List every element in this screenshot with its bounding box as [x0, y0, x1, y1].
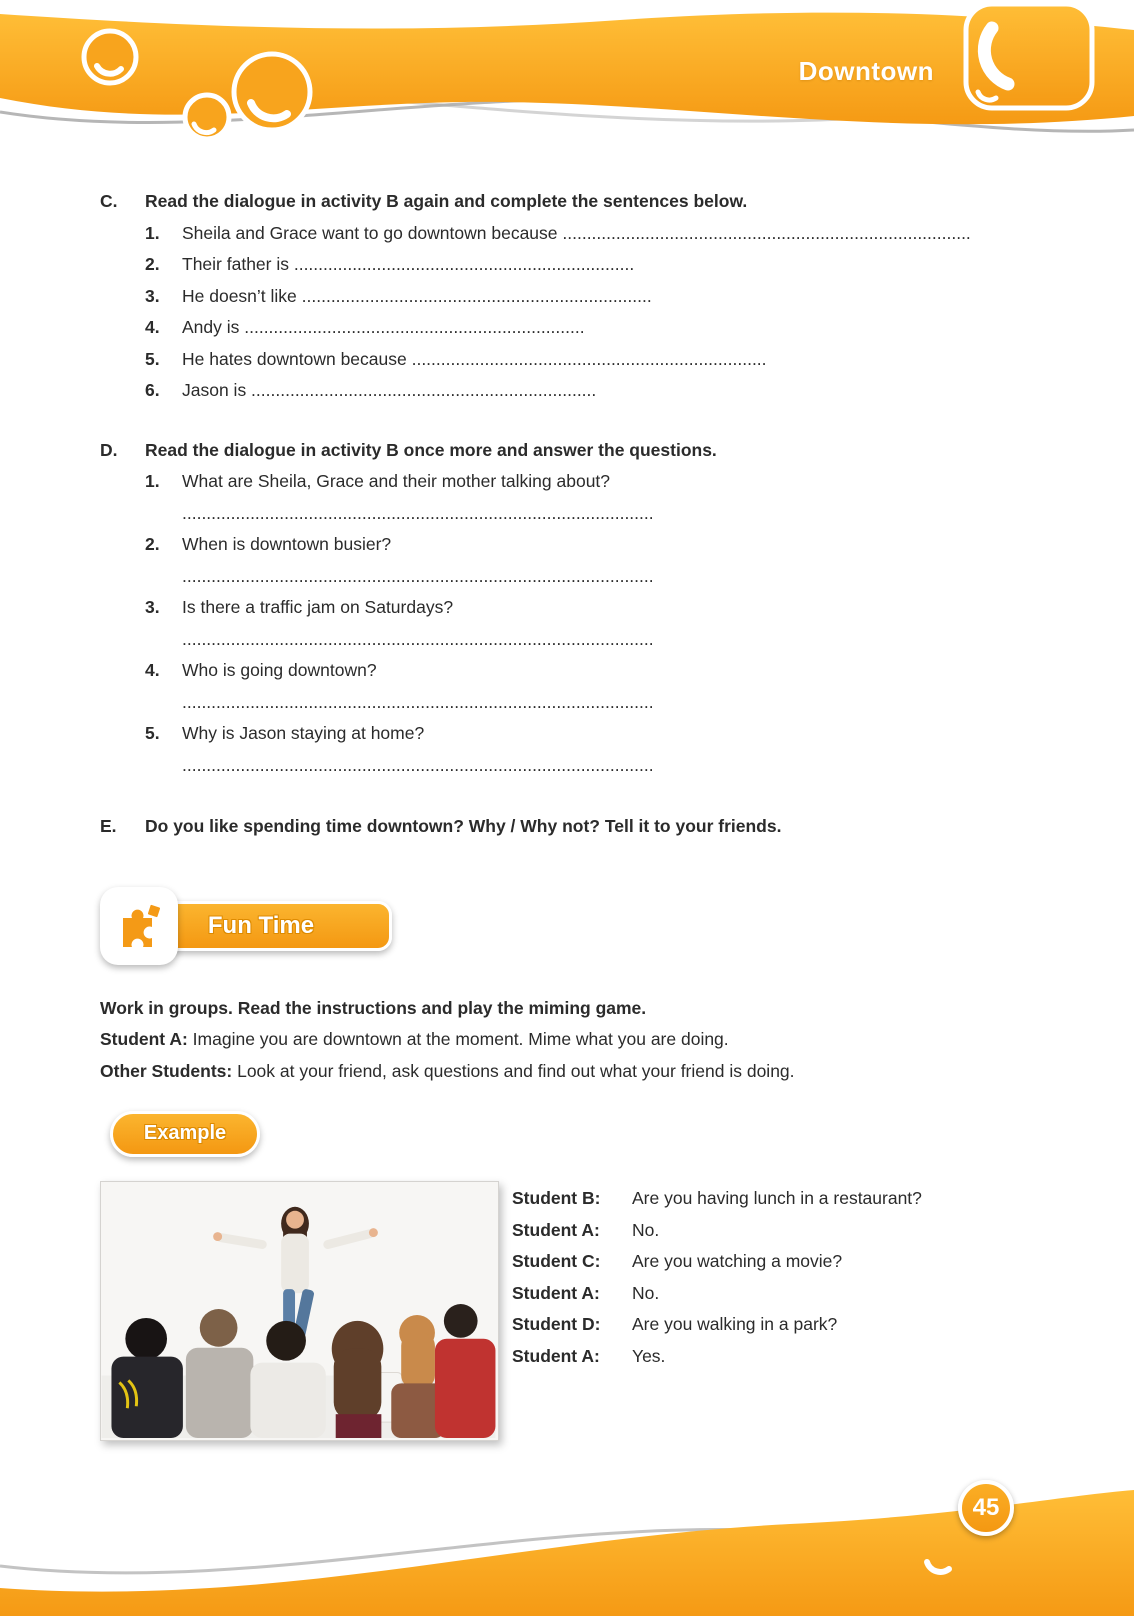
fill-in-item: [145, 344, 1040, 376]
page-number: [958, 1480, 1014, 1536]
question-text: Who is going downtown?: [182, 660, 377, 680]
example-label: Example: [143, 1122, 227, 1145]
item-number: 2.: [145, 254, 160, 274]
question-item: [145, 466, 1040, 498]
activity-letter: D.: [100, 439, 118, 460]
dialogue-text: Are you walking in a park?: [632, 1314, 838, 1334]
dialogue-line: [512, 1278, 922, 1310]
question-text: When is downtown busier?: [182, 534, 392, 554]
item-number: 2.: [145, 534, 160, 554]
example-photo: [100, 1181, 499, 1441]
item-number: 4.: [145, 317, 160, 337]
question-text: Is there a traffic jam on Saturdays?: [182, 597, 454, 617]
fun-time-badge: [100, 887, 1040, 967]
instruction-text: Imagine you are downtown at the moment. Mime what you are doing.: [187, 1029, 729, 1049]
item-number: 1.: [145, 471, 160, 491]
answer-line: .................................................................................................: [182, 691, 654, 712]
item-number: 1.: [145, 222, 160, 243]
speaker-label: Student A:: [100, 1029, 188, 1049]
activity-letter: E.: [100, 816, 117, 836]
activity-letter: C.: [100, 191, 118, 211]
miming-scene-illustration: [101, 1182, 496, 1438]
fill-in-item: [145, 281, 1040, 313]
activity-c: [100, 186, 1040, 407]
speaker-label: Student A:: [512, 1219, 600, 1240]
speaker-label: Student D:: [512, 1314, 601, 1334]
item-number: 3.: [145, 597, 160, 617]
instructions-intro: Work in groups. Read the instructions and play the miming game.: [100, 997, 647, 1018]
answer-line: .................................................................................................: [182, 754, 654, 775]
speaker-label: Student A:: [512, 1282, 600, 1303]
fill-in-item: [145, 375, 1040, 407]
item-text: Sheila and Grace want to go downtown because ....................................................................................: [182, 222, 971, 243]
item-number: 5.: [145, 348, 160, 369]
dialogue-text: Are you having lunch in a restaurant?: [632, 1188, 922, 1208]
question-text: Why is Jason staying at home?: [182, 723, 425, 743]
instruction-text: Look at your friend, ask questions and find out what your friend is doing.: [232, 1060, 795, 1081]
activity-d-title: Read the dialogue in activity B once more and answer the questions.: [145, 439, 717, 460]
dialogue-line: [512, 1215, 922, 1247]
answer-line: .................................................................................................: [182, 565, 654, 586]
item-text: Andy is ......................................................................: [182, 317, 585, 337]
item-text: Jason is .......................................................................: [182, 380, 597, 400]
dialogue-text: Are you watching a movie?: [632, 1251, 843, 1271]
item-text: He hates downtown because .........................................................................: [182, 348, 767, 369]
example-section: [100, 1181, 1040, 1441]
item-number: 5.: [145, 723, 160, 743]
speaker-label: Student A:: [512, 1345, 600, 1366]
instruction-line: [100, 1056, 1040, 1088]
dialogue-line: [512, 1183, 922, 1215]
question-item: [145, 718, 1040, 750]
page-content: [100, 186, 1040, 1441]
instruction-line: [100, 1024, 1040, 1056]
puzzle-icon: [100, 887, 178, 965]
item-text: Their father is ......................................................................: [182, 254, 635, 274]
item-number: 3.: [145, 285, 160, 306]
dialogue-line: [512, 1246, 922, 1278]
answer-line: .................................................................................................: [182, 502, 654, 523]
dialogue-line: [512, 1341, 922, 1373]
question-item: [145, 592, 1040, 624]
speaker-label: Other Students:: [100, 1060, 233, 1081]
item-number: 4.: [145, 660, 160, 680]
header-wave-decoration: [0, 0, 1134, 175]
page-number-text: 45: [972, 1494, 1000, 1521]
activity-d: [100, 435, 1040, 782]
dialogue-text: No.: [632, 1219, 660, 1240]
example-dialogue: [512, 1181, 922, 1441]
activity-e: [100, 811, 1040, 843]
fill-in-item: [145, 249, 1040, 281]
speaker-label: Student B:: [512, 1188, 601, 1208]
dialogue-text: Yes.: [632, 1345, 666, 1366]
activity-c-title: Read the dialogue in activity B again and complete the sentences below.: [145, 191, 748, 211]
question-text: What are Sheila, Grace and their mother talking about?: [182, 471, 611, 491]
speaker-label: Student C:: [512, 1251, 601, 1271]
miming-game-instructions: [100, 993, 1040, 1088]
page-title: Downtown: [798, 56, 934, 86]
answer-line: .................................................................................................: [182, 628, 654, 649]
item-text: He doesn’t like ........................................................................: [182, 285, 652, 306]
question-item: [145, 529, 1040, 561]
example-badge: [110, 1111, 260, 1157]
dialogue-line: [512, 1309, 922, 1341]
question-item: [145, 655, 1040, 687]
fun-time-label: Fun Time: [207, 911, 315, 939]
fill-in-item: [145, 312, 1040, 344]
activity-e-title: Do you like spending time downtown? Why / Why not? Tell it to your friends.: [145, 816, 782, 836]
item-number: 6.: [145, 380, 160, 400]
fill-in-item: [145, 218, 1040, 250]
dialogue-text: No.: [632, 1282, 660, 1303]
